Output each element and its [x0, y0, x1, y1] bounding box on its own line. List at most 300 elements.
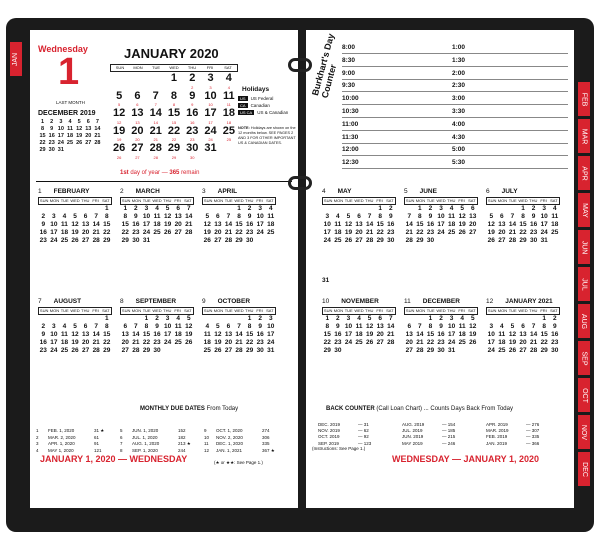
day-cell: 11 — [498, 331, 506, 338]
tab-feb[interactable] — [578, 82, 590, 116]
tab-dec[interactable] — [578, 452, 590, 486]
back-month: MAR. 2019 — [486, 428, 509, 434]
hour-left: 11:30 — [342, 133, 359, 141]
day-cell: 15 — [323, 331, 331, 338]
day-cell: 13 — [214, 221, 222, 228]
doy-cell: 30 — [190, 154, 195, 160]
day-cell: 6 — [226, 323, 231, 330]
back-month: DEC. 2019 — [318, 422, 341, 427]
day-cell: 18 — [334, 229, 342, 236]
day-cell: 29 — [519, 237, 527, 244]
weekday-cell: WED — [436, 308, 446, 313]
day-cell: 12 — [469, 323, 477, 330]
due-no: 10 — [204, 434, 210, 440]
day-cell: 3 — [325, 213, 330, 220]
holiday-badge: US — [240, 96, 246, 101]
day-cell: 10 — [204, 89, 217, 102]
weekday-cell: SAT — [550, 198, 558, 203]
hour-line — [342, 91, 568, 92]
day-cell: 20 — [405, 339, 413, 346]
day-cell: 24 — [163, 339, 172, 346]
weekday-cell: SUN — [405, 308, 415, 313]
day-cell: 9 — [41, 221, 46, 228]
day-cell: 2 — [189, 72, 196, 84]
day-cell: 5 — [77, 119, 81, 125]
week-row — [38, 237, 112, 245]
weekday-cell: SAT — [386, 198, 394, 203]
day-cell: 26 — [71, 237, 79, 244]
weekday-cell: FRI — [376, 198, 383, 203]
day-cell — [255, 237, 266, 245]
weekday-cell: THU — [447, 198, 456, 203]
day-cell: 20 — [376, 331, 384, 338]
mini-month-grid — [322, 307, 396, 355]
week-row — [110, 142, 238, 155]
day-cell — [446, 237, 457, 245]
day-cell: 20 — [498, 229, 506, 236]
day-cell: 21 — [185, 221, 193, 228]
day-cell: 20 — [81, 339, 90, 346]
day-cell: 20 — [469, 221, 477, 228]
day-cell: 30 — [529, 237, 538, 244]
day-cell: 17 — [256, 221, 264, 228]
tab-mar[interactable] — [578, 119, 590, 153]
day-number: 1 — [58, 51, 80, 93]
day-cell: 13 — [81, 331, 90, 338]
due-no: 2 — [36, 434, 39, 440]
weekday-cell: TUE — [426, 308, 435, 313]
day-cell: 30 — [437, 347, 445, 354]
day-cell: 27 — [131, 142, 144, 154]
day-cell: 23 — [245, 229, 254, 236]
day-cell: 4 — [460, 315, 464, 322]
mini-month-title — [202, 298, 250, 305]
week-row — [322, 213, 396, 221]
day-cell: 23 — [387, 229, 395, 236]
back-month: FEB. 2019 — [486, 434, 508, 440]
week-row — [202, 205, 276, 213]
week-row — [404, 221, 478, 229]
back-days: — 62 — [358, 428, 369, 434]
due-days: 367 ★ — [262, 447, 275, 453]
tab-label: DEC — [580, 461, 588, 477]
day-cell: 27 — [121, 347, 129, 354]
brand-label: Burkhart's Day Counter — [310, 32, 339, 100]
day-cell: 15 — [39, 133, 46, 139]
day-cell: 5 — [367, 315, 372, 322]
day-cell: 23 — [39, 347, 47, 354]
day-of-year-row — [110, 155, 238, 160]
day-cell: 1 — [170, 72, 178, 84]
day-cell — [457, 237, 468, 245]
weekday-header — [38, 307, 112, 315]
day-cell: 26 — [113, 142, 126, 154]
weekday-cell: FRI — [458, 308, 465, 313]
day-cell: 11 — [203, 331, 211, 338]
day-cell: 27 — [498, 237, 506, 244]
day-cell: 10 — [487, 331, 495, 338]
due-days: 121 — [94, 447, 102, 453]
doy-cell: 13 — [135, 119, 140, 125]
day-cell: 15 — [416, 221, 424, 228]
day-cell: 12 — [203, 221, 211, 228]
day-cell: 1 — [123, 205, 128, 212]
weekday-cell: TUE — [508, 198, 517, 203]
week-row — [120, 323, 194, 331]
day-cell: 18 — [60, 229, 69, 236]
holidays-title: Holidays — [242, 86, 270, 93]
mini-month-number: 5 — [404, 188, 408, 195]
back-row — [318, 428, 398, 433]
weekday-cell: FRI — [458, 198, 465, 203]
mini-month-title — [120, 188, 160, 195]
day-cell: 1 — [428, 315, 433, 322]
day-cell: 8 — [247, 323, 252, 330]
weekday-cell: SUN — [39, 198, 49, 203]
due-date: JAN. 1, 2021 — [216, 447, 243, 453]
doy-cell: 11 — [226, 102, 231, 107]
weekday-cell: WED — [354, 198, 364, 203]
day-cell: 24 — [204, 124, 217, 137]
day-cell — [38, 205, 49, 213]
doy-cell: 3 — [209, 84, 212, 90]
day-cell: 22 — [323, 339, 331, 346]
back-days: — 185 — [442, 428, 456, 434]
doy-cell: 18 — [226, 119, 232, 125]
day-cell — [147, 72, 165, 85]
week-row — [404, 347, 478, 355]
day-cell: 24 — [267, 339, 275, 346]
hour-line — [342, 53, 568, 54]
week-row — [404, 205, 478, 213]
weekday-cell: FRI — [174, 198, 181, 203]
weekday-header — [202, 197, 276, 205]
day-cell: 16 — [245, 221, 254, 228]
doy-cell: 12 — [116, 119, 122, 125]
hour-left: 12:30 — [342, 159, 359, 167]
day-cell: 4 — [357, 315, 361, 322]
weekday-cell: WED — [354, 308, 364, 313]
week-row — [322, 237, 396, 245]
doy-cell: 19 — [116, 137, 122, 142]
week-row — [404, 229, 478, 237]
day-cell: 1 — [144, 315, 149, 322]
day-cell: 16 — [39, 229, 47, 236]
weekday-cell: WED — [152, 308, 162, 313]
doy-cell — [220, 155, 238, 160]
weekday-header — [120, 197, 194, 205]
day-cell — [467, 237, 478, 245]
day-cell — [354, 205, 365, 213]
day-cell — [49, 315, 60, 323]
day-cell: 30 — [426, 237, 435, 244]
hour-line — [342, 143, 568, 144]
due-row — [204, 448, 284, 454]
doy-cell: 16 — [190, 119, 195, 125]
doy-cell: 5 — [118, 102, 121, 107]
mini-month-number: 1 — [38, 188, 42, 195]
tab-jul[interactable] — [578, 267, 590, 301]
day-cell: 29 — [103, 347, 111, 354]
day-cell: 19 — [71, 229, 79, 236]
hour-left: 10:30 — [342, 108, 359, 115]
binder-ring-bottom — [288, 176, 312, 190]
day-cell: 14 — [92, 331, 100, 338]
day-cell: 28 — [365, 237, 374, 244]
day-cell: 27 — [81, 347, 90, 354]
back-row — [402, 441, 482, 446]
hour-line — [342, 79, 568, 80]
day-cell — [110, 72, 128, 85]
weekday-cell: FRI — [256, 198, 263, 203]
day-cell: 26 — [163, 229, 172, 236]
day-cell — [65, 147, 74, 154]
tab-oct[interactable] — [578, 378, 590, 412]
day-cell: 22 — [235, 229, 243, 236]
day-cell: 18 — [66, 133, 74, 139]
mini-month-number: 11 — [404, 298, 411, 305]
tab-may[interactable] — [578, 193, 590, 227]
day-cell: 8 — [418, 213, 422, 220]
day-cell: 17 — [163, 331, 172, 338]
day-cell: 26 — [203, 237, 211, 244]
day-cell — [220, 142, 238, 155]
tab-nov[interactable] — [578, 415, 590, 449]
day-cell — [223, 315, 234, 323]
weekday-header — [404, 197, 478, 205]
back-month: OCT. 2019 — [318, 434, 340, 440]
tab-sep[interactable] — [578, 341, 590, 375]
weekday-cell: SAT — [468, 308, 476, 313]
day-cell: 20 — [355, 229, 363, 236]
day-cell: 31 — [204, 142, 217, 154]
weekday-cell: SAT — [386, 308, 394, 313]
day-cell: 31 — [447, 347, 456, 354]
day-cell — [38, 315, 49, 323]
day-cell — [213, 315, 224, 323]
day-cell — [223, 205, 234, 213]
weekday-cell: THU — [529, 308, 538, 313]
day-cell: 28 — [92, 347, 100, 354]
day-cell: 18 — [267, 221, 275, 228]
weekday-label: Wednesday — [38, 44, 88, 54]
hour-line — [342, 104, 568, 105]
day-cell: 28 — [132, 347, 140, 354]
holiday-label: US Federal — [250, 96, 274, 101]
day-cell: 6 — [123, 323, 128, 330]
day-cell: 26 — [508, 347, 517, 354]
doy-cell: 28 — [153, 154, 158, 160]
tab-apr[interactable] — [578, 156, 590, 190]
day-cell: 4 — [225, 72, 232, 84]
weekday-cell: TUE — [224, 308, 233, 313]
day-cell — [49, 205, 60, 213]
day-cell: 12 — [163, 213, 172, 220]
due-no: 3 — [36, 441, 39, 446]
day-cell: 15 — [426, 331, 435, 338]
day-cell: 5 — [165, 205, 170, 212]
day-cell — [59, 315, 70, 323]
day-cell: 10 — [142, 213, 151, 220]
day-cell — [202, 315, 213, 323]
day-cell — [131, 315, 142, 323]
day-cell: 23 — [551, 339, 559, 346]
weekday-cell: SUN — [203, 198, 213, 203]
day-cell: 24 — [57, 140, 64, 146]
day-cell: 12 — [214, 331, 222, 338]
due-row — [120, 441, 200, 447]
tab-jan[interactable]: JAN — [10, 42, 22, 76]
back-row — [486, 434, 566, 439]
back-days: — 246 — [442, 440, 456, 446]
day-cell: 1 — [237, 205, 241, 212]
due-days: 274 — [262, 428, 270, 433]
day-cell: 22 — [103, 339, 111, 346]
due-days: 152 — [178, 428, 186, 433]
day-cell — [152, 237, 163, 245]
week-row — [202, 315, 276, 323]
day-cell: 10 — [267, 323, 275, 330]
day-cell: 19 — [71, 339, 79, 346]
tab-aug[interactable] — [578, 304, 590, 338]
due-no: 1 — [36, 428, 39, 433]
day-cell: 5 — [510, 323, 515, 330]
day-cell: 4 — [552, 205, 557, 212]
day-cell: 17 — [540, 221, 548, 228]
weekday-cell: SUN — [121, 198, 131, 203]
weekday-cell: WED — [436, 198, 446, 203]
day-cell: 18 — [222, 107, 235, 119]
weekday-cell: SUN — [405, 198, 415, 203]
day-cell: 3 — [542, 205, 546, 212]
day-cell: 15 — [121, 221, 129, 228]
footer-right: WEDNESDAY — JANUARY 1, 2020 — [392, 454, 540, 464]
day-cell: 15 — [142, 331, 151, 338]
week-row — [202, 347, 276, 355]
mini-month-name: MAY — [337, 188, 352, 195]
hour-right: 1:00 — [452, 44, 466, 51]
day-cell: 2 — [439, 315, 443, 322]
day-cell — [497, 205, 508, 213]
day-cell: 20 — [224, 339, 233, 346]
due-no: 9 — [204, 428, 207, 433]
hour-right: 1:30 — [452, 56, 466, 64]
day-cell: 15 — [167, 107, 181, 119]
week-row — [120, 315, 194, 323]
mini-month-number: 9 — [202, 298, 206, 305]
day-cell: 24 — [540, 229, 548, 236]
day-cell — [128, 72, 146, 85]
due-date: AUG. 1, 2020 — [132, 441, 160, 446]
day-cell: 1 — [247, 315, 252, 322]
holiday-item — [238, 96, 296, 101]
day-cell: 30 — [334, 347, 342, 354]
day-cell: 26 — [365, 339, 374, 346]
day-cell: 30 — [256, 347, 264, 354]
back-month: MAY 2019 — [402, 440, 423, 446]
back-row — [402, 434, 482, 439]
holidays-list — [238, 96, 296, 117]
day-cell: 28 — [92, 237, 100, 244]
back-days: — 366 — [526, 440, 540, 446]
week-row — [120, 331, 194, 339]
due-days: 91 — [94, 441, 100, 446]
day-cell: 3 — [258, 205, 262, 212]
day-cell: 27 — [174, 229, 182, 236]
back-row — [318, 422, 398, 427]
day-cell: 14 — [94, 126, 101, 132]
day-cell: 17 — [50, 339, 58, 346]
tab-jun[interactable] — [578, 230, 590, 264]
day-cell: 13 — [376, 323, 384, 330]
day-cell: 2 — [155, 315, 159, 322]
due-no: 12 — [204, 447, 210, 453]
week-row — [38, 339, 112, 347]
day-cell: 13 — [121, 331, 129, 338]
day-cell: 2 — [258, 315, 262, 322]
weekday-cell: FRI — [540, 308, 547, 313]
week-row — [110, 90, 238, 103]
day-cell: 18 — [551, 221, 559, 228]
due-date: DEC. 1, 2020 — [216, 441, 244, 446]
day-cell — [486, 315, 497, 323]
weekday-cell: TUE — [152, 65, 160, 70]
day-cell: 29 — [540, 347, 548, 354]
weekday-cell: THU — [81, 198, 90, 203]
day-cell: 5 — [186, 315, 191, 322]
hour-line — [342, 130, 568, 131]
week-row — [38, 229, 112, 237]
day-cell: 22 — [416, 229, 424, 236]
day-cell — [202, 205, 213, 213]
week-row — [322, 229, 396, 237]
weekday-cell: SAT — [550, 308, 558, 313]
back-note: (Instructions: See Page 1.) — [312, 446, 366, 451]
day-cell — [415, 315, 426, 323]
weekday-cell: MON — [49, 308, 60, 313]
week-row — [110, 107, 238, 120]
day-cell: 5 — [205, 213, 210, 220]
mini-month-title — [322, 188, 351, 195]
day-cell: 2 — [531, 205, 536, 212]
due-date: OCT. 1, 2020 — [216, 428, 243, 433]
week-row — [404, 339, 478, 347]
week-row — [322, 347, 396, 355]
day-cell: 16 — [256, 331, 264, 338]
day-cell: 7 — [226, 213, 231, 220]
day-cell: 13 — [519, 331, 527, 338]
day-cell: 7 — [388, 315, 393, 322]
day-cell: 11 — [153, 213, 161, 220]
day-cell: 24 — [344, 339, 353, 346]
day-cell: 25 — [447, 229, 456, 236]
day-cell: 19 — [203, 229, 211, 236]
day-cell: 13 — [498, 221, 506, 228]
weekday-cell: SAT — [266, 198, 274, 203]
back-row — [486, 422, 566, 427]
day-cell: 3 — [449, 315, 454, 322]
day-cell: 17 — [142, 221, 151, 228]
weekday-cell: THU — [187, 65, 197, 70]
day-cell: 7 — [367, 213, 372, 220]
mini-month-grid — [486, 197, 560, 245]
hour-left: 9:00 — [342, 69, 356, 77]
weekday-cell: TUE — [60, 308, 69, 313]
day-cell: 20 — [519, 339, 527, 346]
day-cell — [93, 147, 102, 154]
weekday-cell: SAT — [266, 308, 274, 313]
doy-cell: 15 — [171, 119, 177, 125]
